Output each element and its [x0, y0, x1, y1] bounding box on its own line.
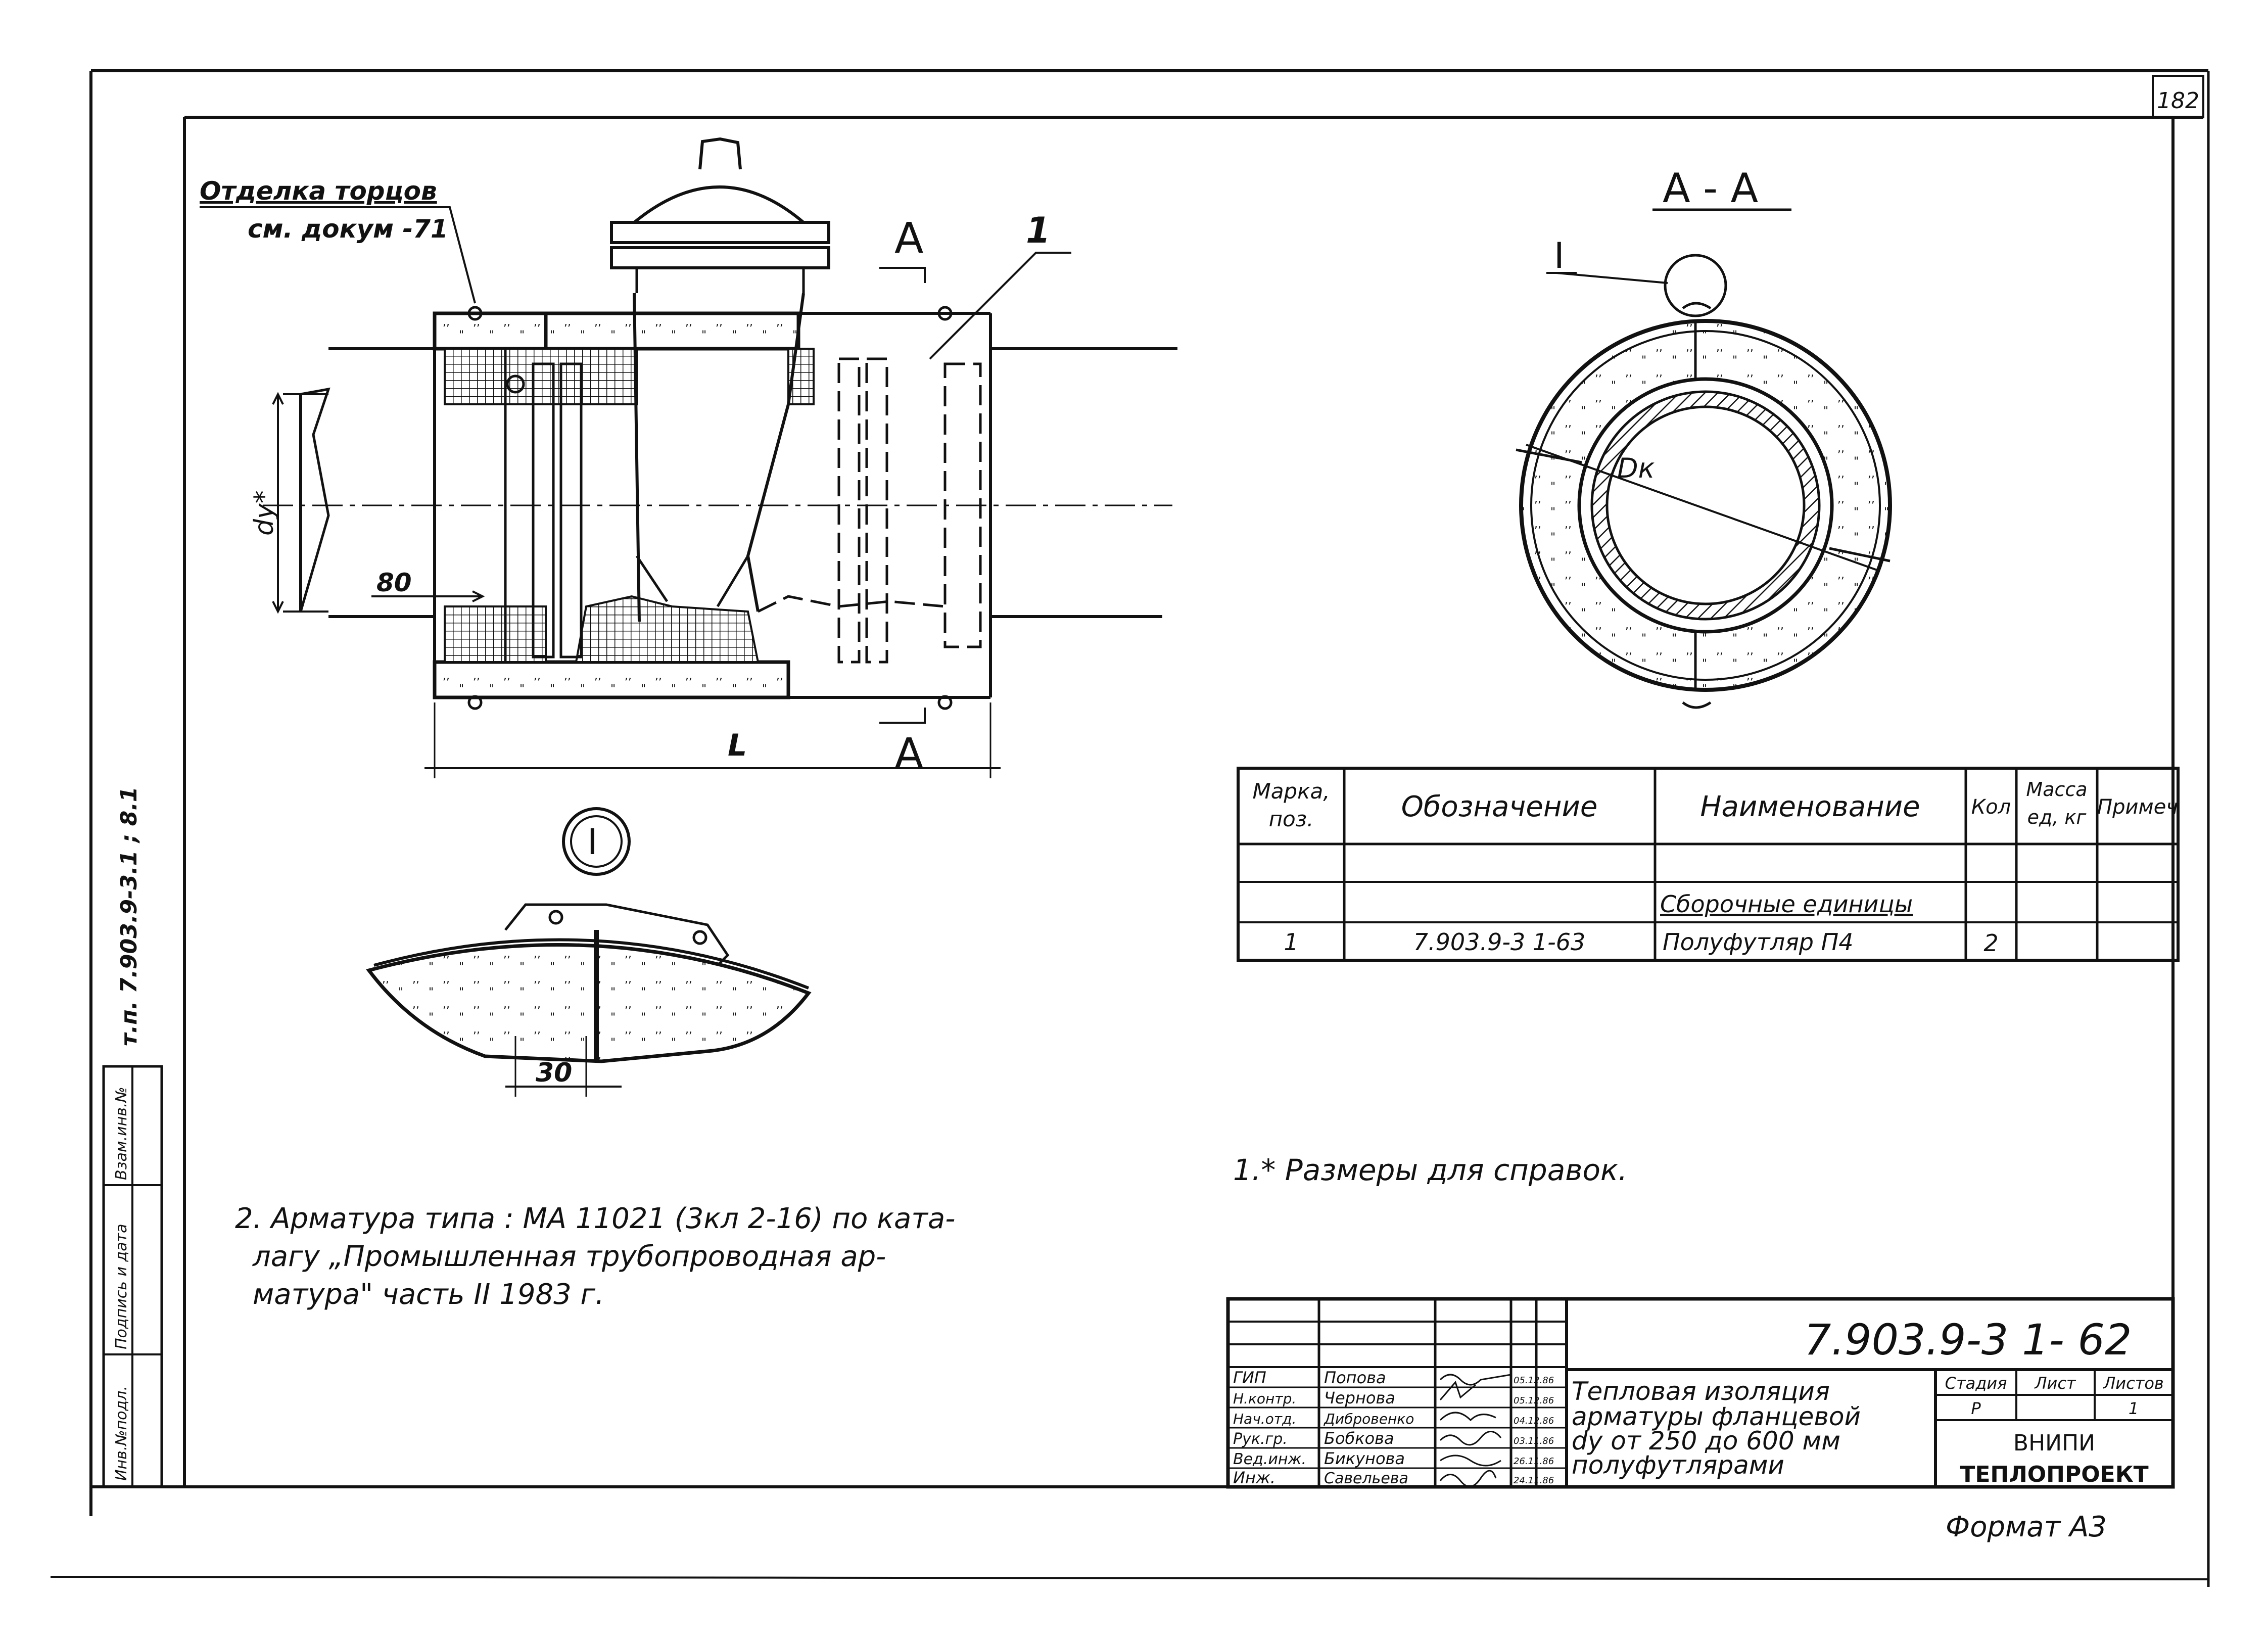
doc-code: 7.903.9-3 1- 62 — [1804, 1315, 2132, 1365]
spec-header-designation: Обозначение — [1401, 790, 1598, 823]
dim-30-label: 30 — [536, 1058, 573, 1088]
role-1-name: Чернова — [1324, 1388, 1395, 1408]
note-2-line2: лагу „Промышленная трубопроводная ар- — [253, 1240, 886, 1273]
role-1-date: 05.12.86 — [1514, 1395, 1554, 1406]
side-code: т.п. 7.903.9-3.1 ; 8.1 — [116, 786, 142, 1046]
role-5-date: 24.11.86 — [1514, 1475, 1554, 1486]
spec-header-pos-2: поз. — [1268, 807, 1314, 831]
dim-80-label: 80 — [376, 568, 412, 597]
side-stamp — [104, 1066, 162, 1487]
dy-label: dу* — [249, 490, 279, 536]
stamp-sign-label: Подпись и дата — [113, 1224, 130, 1349]
role-0-name: Попова — [1324, 1368, 1386, 1387]
spec-section-row: Сборочные единицы — [1660, 890, 1913, 918]
sheets-value: 1 — [2128, 1399, 2139, 1418]
diameter-label: Dк — [1617, 452, 1655, 484]
stamp-replace-label: Взам.инв.№ — [113, 1087, 130, 1180]
stamp-inv-label: Инв.№подл. — [113, 1386, 130, 1481]
role-3-date: 03.11.86 — [1514, 1436, 1554, 1446]
role-2-name: Дибровенко — [1324, 1411, 1414, 1427]
page-number: 182 — [2157, 88, 2199, 114]
role-4-date: 26.11.86 — [1514, 1456, 1554, 1467]
finish-note-line1: Отделка торцов — [200, 176, 437, 206]
leader-1-label: 1 — [1026, 210, 1051, 251]
finish-note-line2: см. докум -71 — [248, 214, 448, 244]
role-2: Нач.отд. — [1233, 1411, 1297, 1427]
role-3: Рук.гр. — [1233, 1430, 1288, 1448]
title-line-1: Тепловая изоляция — [1572, 1377, 1830, 1406]
spec-header-mass-2: ед, кг — [2027, 806, 2087, 828]
org-line-2: ТЕПЛОПРОЕКТ — [1960, 1462, 2149, 1487]
section-view — [1516, 210, 1890, 708]
spec-row-name: Полуфутляр П4 — [1663, 928, 1854, 956]
spec-header-mass: Масса — [2026, 778, 2088, 801]
section-detail-callout: I — [1554, 235, 1565, 276]
role-4-name: Бикунова — [1324, 1449, 1405, 1468]
section-mark-bottom: А — [894, 729, 924, 778]
spec-row-qty: 2 — [1983, 929, 1999, 957]
detail-marker: I — [587, 821, 598, 863]
dim-l-label: L — [728, 728, 747, 763]
role-0-date: 05.12.86 — [1514, 1375, 1554, 1386]
spec-header-qty: Кол — [1971, 795, 2011, 819]
section-mark-top: А — [894, 213, 924, 263]
org-line-1: ВНИПИ — [2013, 1430, 2096, 1456]
title-line-3: dу от 250 до 600 мм — [1572, 1426, 1840, 1456]
note-1: 1.* Размеры для справок. — [1233, 1153, 1628, 1187]
note-2-line3: матура" часть II 1983 г. — [253, 1278, 604, 1311]
spec-header-pos: Марка, — [1252, 779, 1330, 804]
note-2-line1: 2. Арматура типа : МА 11021 (3кл 2-16) по ката- — [235, 1202, 956, 1235]
spec-header-note: Примеч — [2097, 795, 2178, 819]
sheet-header: Лист — [2035, 1374, 2076, 1393]
role-5: Инж. — [1233, 1468, 1275, 1487]
stage-header: Стадия — [1945, 1374, 2007, 1393]
table-row — [1284, 928, 1998, 957]
role-5-name: Савельева — [1324, 1470, 1408, 1487]
spec-row-designation: 7.903.9-3 1-63 — [1413, 928, 1586, 956]
role-3-name: Бобкова — [1324, 1429, 1394, 1448]
signature-scribbles — [1440, 1375, 1511, 1486]
role-4: Вед.инж. — [1233, 1450, 1306, 1468]
title-line-2: арматуры фланцевой — [1572, 1402, 1861, 1431]
format-label: Формат А3 — [1946, 1511, 2107, 1543]
title-line-4: полуфутлярами — [1572, 1450, 1784, 1480]
sheets-header: Листов — [2103, 1374, 2164, 1393]
role-1: Н.контр. — [1233, 1390, 1297, 1407]
role-2-date: 04.12.86 — [1514, 1416, 1554, 1426]
spec-header-name: Наименование — [1700, 790, 1920, 823]
stage-value: Р — [1971, 1399, 1981, 1418]
spec-row-pos: 1 — [1284, 928, 1299, 956]
role-0: ГИП — [1233, 1368, 1266, 1387]
section-title: А - А — [1663, 165, 1759, 212]
